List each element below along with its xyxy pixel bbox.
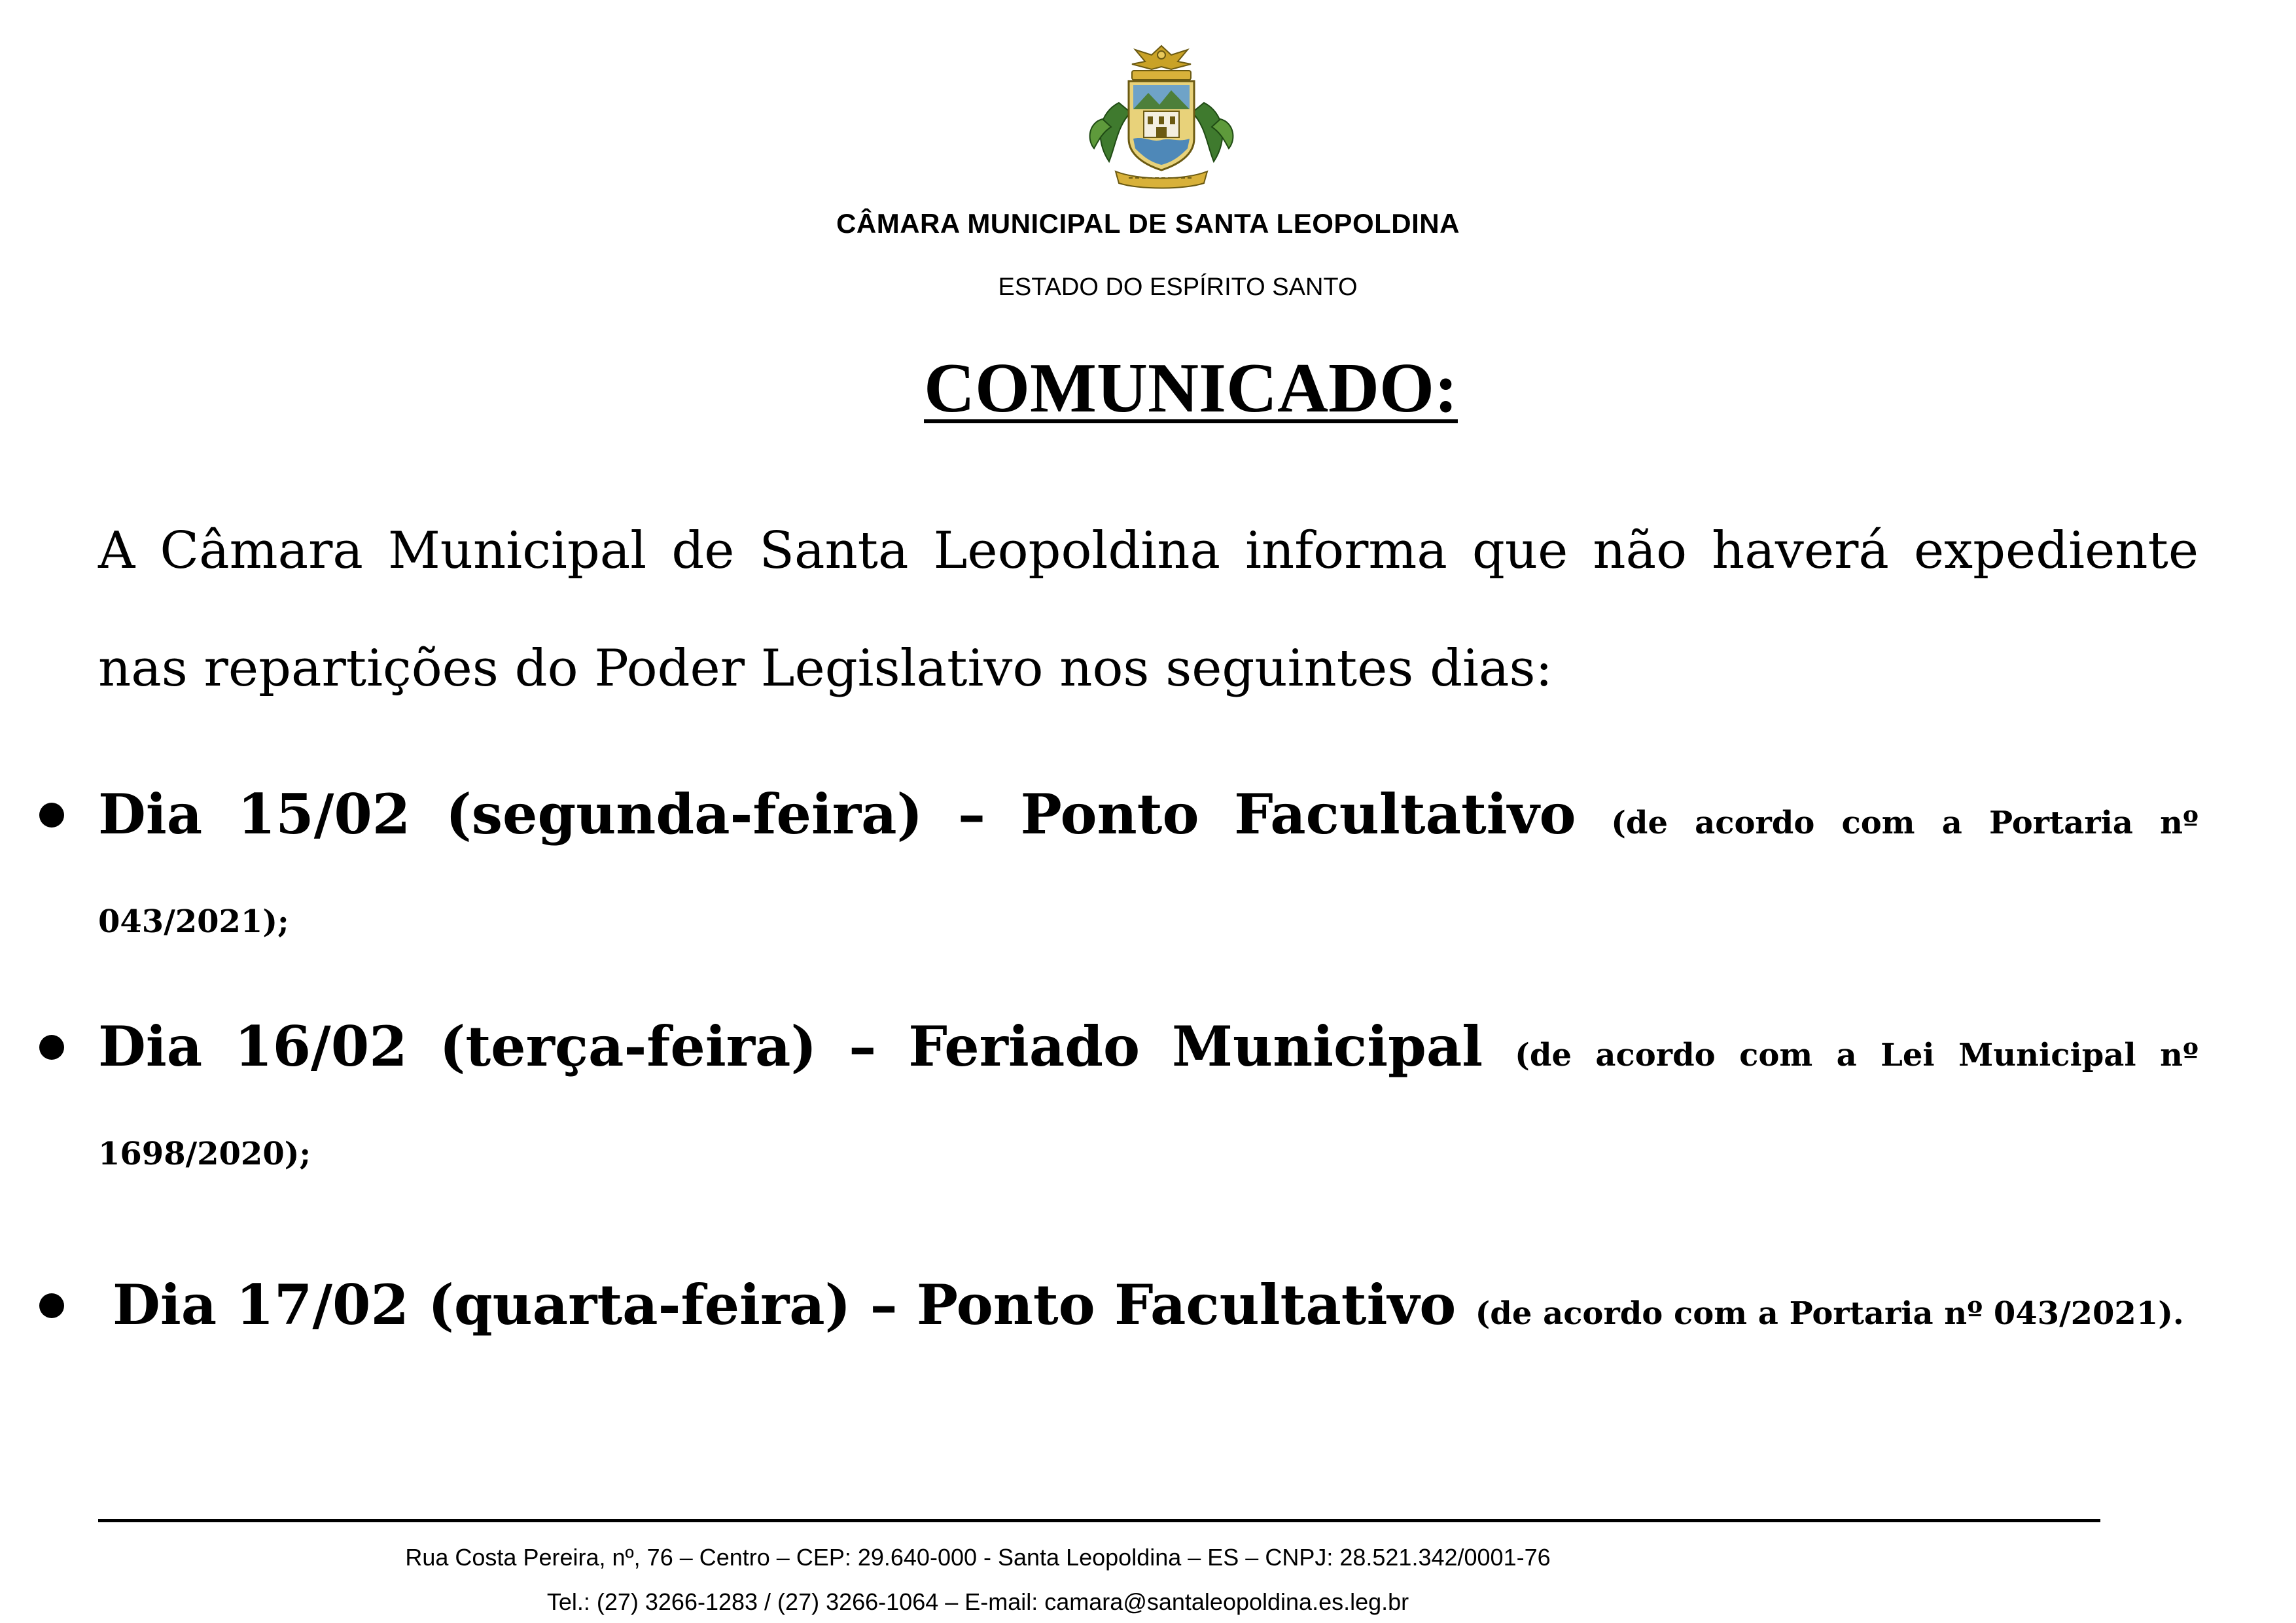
bullet-icon [39, 1035, 64, 1060]
footer-divider [98, 1519, 2100, 1522]
bullet-icon [39, 803, 64, 828]
list-item-note: (de acordo com a Portaria nº 043/2021); [98, 805, 2199, 940]
list-item-main: Dia 15/02 (segunda-feira) – Ponto Facultativo [98, 782, 1612, 846]
organization-state: ESTADO DO ESPÍRITO SANTO [998, 273, 1358, 301]
list-item-note: (de acordo com a Portaria nº 043/2021). [1475, 1295, 2184, 1332]
list-item-text [113, 1259, 2213, 1367]
notice-title: COMUNICADO: [924, 349, 1458, 427]
organization-name: CÂMARA MUNICIPAL DE SANTA LEOPOLDINA [836, 208, 1460, 239]
list-item-main: Dia 17/02 (quarta-feira) – Ponto Facultativo [113, 1272, 1475, 1337]
bullet-icon [39, 1293, 64, 1318]
list-item-text [98, 769, 2199, 975]
footer-contact: Tel.: (27) 3266-1283 / (27) 3266-1064 – E-mail: camara@santaleopoldina.es.leg.br [546, 1588, 1409, 1615]
list-item-note: (de acordo com a Lei Municipal nº 1698/2020); [98, 1037, 2199, 1172]
list-item-main: Dia 16/02 (terça-feira) – Feriado Municipal [98, 1014, 1515, 1079]
list-item-text [98, 1001, 2199, 1207]
municipal-coat-of-arms-icon [1080, 41, 1243, 191]
footer-address: Rua Costa Pereira, nº, 76 – Centro – CEP: 29.640-000 - Santa Leopoldina – ES – CNPJ: 28.521.342/0001-76 [405, 1544, 1551, 1571]
notice-intro: A Câmara Municipal de Santa Leopoldina informa que não haverá expediente nas repartições do Poder Legislativo nos seguintes dias: [98, 521, 2199, 698]
